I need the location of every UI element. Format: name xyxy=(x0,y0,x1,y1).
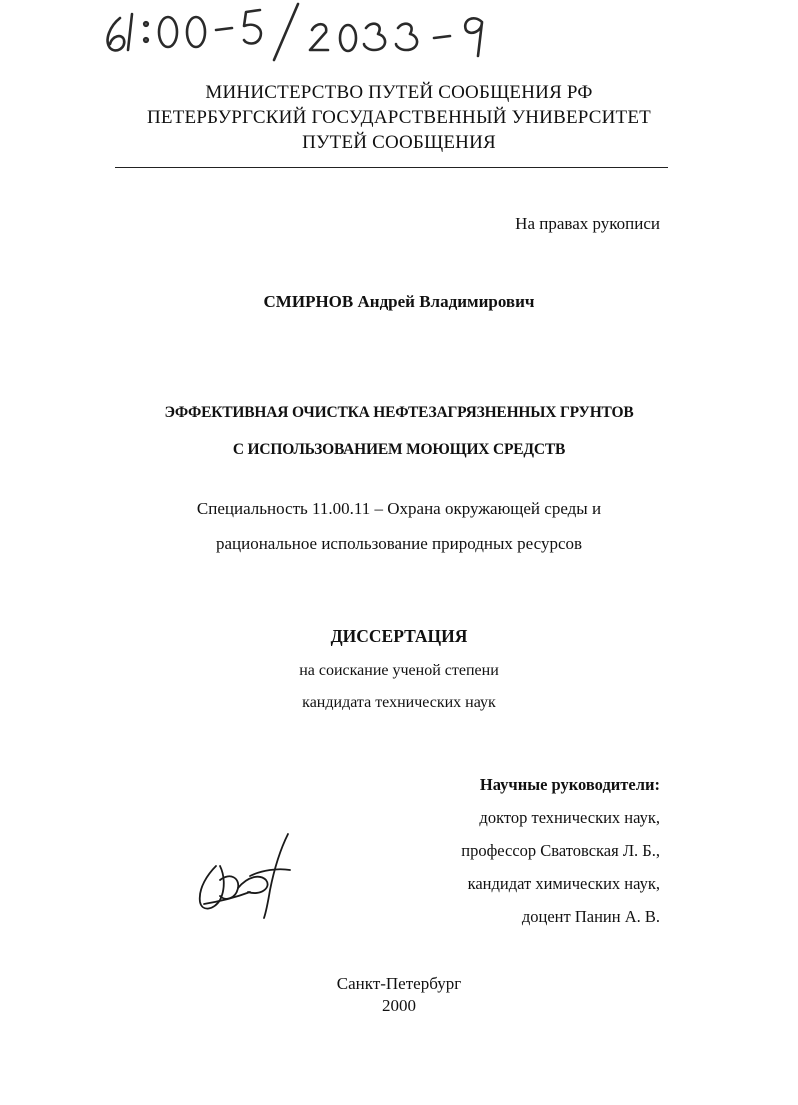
supervisor-line: профессор Сватовская Л. Б., xyxy=(461,841,660,860)
signature-image xyxy=(190,830,300,920)
dissertation-label: ДИССЕРТАЦИЯ xyxy=(330,626,468,646)
supervisor-line: доктор технических наук, xyxy=(479,808,660,827)
year: 2000 xyxy=(382,996,416,1015)
ministry-line-2: ПЕТЕРБУРГСКИЙ ГОСУДАРСТВЕННЫЙ УНИВЕРСИТЕТ xyxy=(147,107,651,128)
author-name: СМИРНОВ Андрей Владимирович xyxy=(263,292,535,311)
ministry-line-1: МИНИСТЕРСТВО ПУТЕЙ СООБЩЕНИЯ РФ xyxy=(205,82,593,103)
degree-line-1: на соискание ученой степени xyxy=(299,662,499,679)
title-line-2: С ИСПОЛЬЗОВАНИЕМ МОЮЩИХ СРЕДСТВ xyxy=(232,441,566,458)
specialty-line-2: рациональное использование природных ресурсов xyxy=(215,534,583,553)
header-divider xyxy=(115,167,668,168)
manuscript-note: На правах рукописи xyxy=(515,214,660,233)
supervisor-line: кандидат химических наук, xyxy=(467,874,660,893)
specialty-line-1: Специальность 11.00.11 – Охрана окружающей среды и xyxy=(196,499,602,518)
city: Санкт-Петербург xyxy=(336,974,462,993)
degree-line-2: кандидата технических наук xyxy=(302,694,496,711)
ministry-header xyxy=(0,80,798,155)
supervisors-block xyxy=(461,768,660,933)
archive-handwritten-mark xyxy=(98,0,498,62)
supervisors-heading: Научные руководители: xyxy=(479,775,660,794)
supervisor-line: доцент Панин А. В. xyxy=(521,907,660,926)
ministry-line-3: ПУТЕЙ СООБЩЕНИЯ xyxy=(302,132,496,153)
title-line-1: ЭФФЕКТИВНАЯ ОЧИСТКА НЕФТЕЗАГРЯЗНЕННЫХ ГРУНТОВ xyxy=(164,404,634,421)
